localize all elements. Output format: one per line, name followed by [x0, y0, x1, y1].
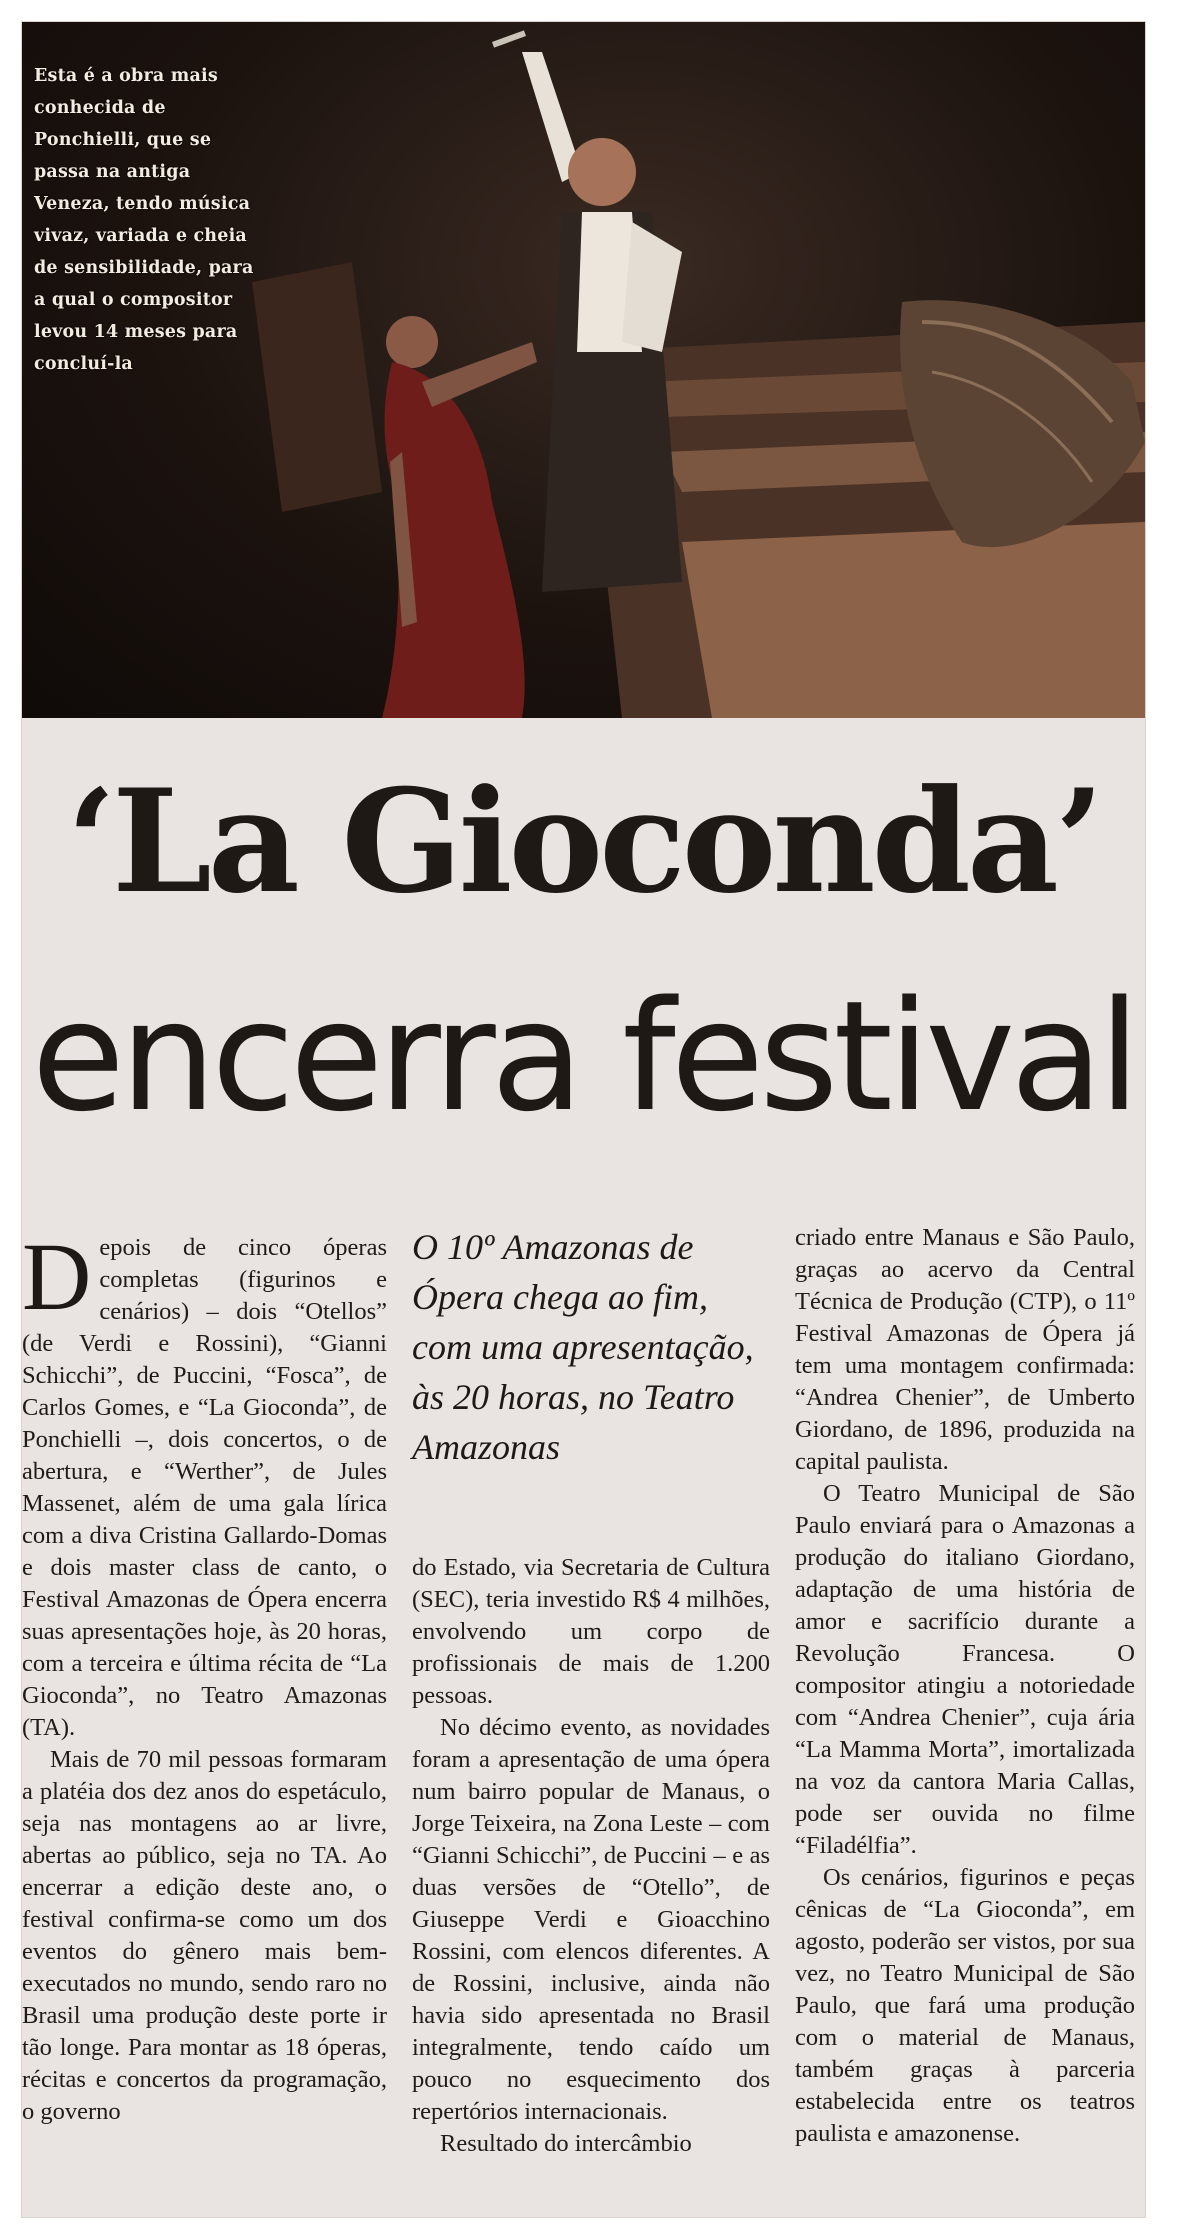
- headline-subtitle: encerra festival: [31, 968, 1136, 1145]
- newspaper-clipping: [22, 22, 1145, 2217]
- article-paragraph: criado entre Manaus e São Paulo, graças ao acervo da Central Técnica de Produção (CTP), o 11º Festival Amazonas de Ópera já tem uma montagem confirmada: “Andrea Chenier”, de Umberto Giordano, de 1896, produzida na capital paulista.: [795, 1224, 1135, 1475]
- opera-stage-photo: [22, 22, 1145, 718]
- pull-quote: O 10º Amazonas de Ópera chega ao fim, com uma apresentação, às 20 horas, no Teatro Amazonas: [412, 1227, 754, 1467]
- stage-step: [682, 522, 1145, 718]
- article-column-3: [795, 1222, 1135, 2212]
- article-paragraph: No décimo evento, as novidades foram a apresentação de uma ópera num bairro popular de Manaus, o Jorge Teixeira, na Zona Leste – com “Gianni Schicchi”, de Puccini – e as duas versões de “Otello”, de Giuseppe Verdi e Gioacchino Rossini, com elencos diferentes. A de Rossini, inclusive, ainda não havia sido apresentada no Brasil integralmente, tendo caído um pouco no esquecimento dos repertórios internacionais.: [412, 1714, 770, 2125]
- article-paragraph: Mais de 70 mil pessoas formaram a platéia dos dez anos do espetáculo, seja nas montagens ao ar livre, abertas ao público, seja no TA. Ao encerrar a edição deste ano, o festival confirma-se como um dos eventos do gênero mais bem-executados no mundo, sendo raro no Brasil uma produção deste porte ir tão longe. Para montar as 18 óperas, récitas e concertos da programação, o governo: [22, 1746, 387, 2125]
- singer-head: [568, 138, 636, 206]
- photo-caption: Esta é a obra mais conhecida de Ponchielli, que se passa na antiga Veneza, tendo música vivaz, variada e cheia de sensibilidade, para a qual o compositor levou 14 meses para concluí-la: [34, 66, 254, 374]
- article-paragraph: do Estado, via Secretaria de Cultura (SEC), teria investido R$ 4 milhões, envolvendo um corpo de profissionais de mais de 1.200 pessoas.: [412, 1554, 770, 1709]
- headline-title: ‘La Gioconda’: [66, 759, 1101, 925]
- article-paragraph: Os cenários, figurinos e peças cênicas de “La Gioconda”, em agosto, poderão ser vistos, por sua vez, no Teatro Municipal de São Paulo, que fará uma produção com o material de Manaus, também graças à parceria estabelecida entre os teatros paulista e amazonense.: [795, 1864, 1135, 2147]
- article-column-1: [22, 1232, 387, 2212]
- drop-cap: D: [22, 1232, 92, 1330]
- article-paragraph: O Teatro Municipal de São Paulo enviará para o Amazonas a produção do italiano Giordano, adaptação de uma história de amor e sacrifício durante a Revolução Francesa. O compositor atingiu a notoriedade com “Andrea Chenier”, cuja ária “La Mamma Morta”, imortalizada na voz da cantora Maria Callas, pode ser ouvida no filme “Filadélfia”.: [795, 1480, 1135, 1859]
- article-paragraph: epois de cinco óperas completas (figurinos e cenários) – dois “Otellos” (de Verdi e Rossini), “Gianni Schicchi”, de Puccini, “Fosca”, de Carlos Gomes, e “La Gioconda”, de Ponchielli –, dois concertos, o de abertura, e “Werther”, de Jules Massenet, além de uma gala lírica com a diva Cristina Gallardo-Domas e dois master class de canto, o Festival Amazonas de Ópera encerra suas apresentações hoje, às 20 horas, com a terceira e última récita de “La Gioconda”, no Teatro Amazonas (TA).: [22, 1234, 387, 1741]
- stage-ramp: [252, 262, 382, 512]
- dagger: [492, 30, 526, 47]
- article-paragraph: Resultado do intercâmbio: [440, 2130, 692, 2157]
- soprano-head: [386, 316, 438, 368]
- article-column-2: [412, 1552, 770, 2212]
